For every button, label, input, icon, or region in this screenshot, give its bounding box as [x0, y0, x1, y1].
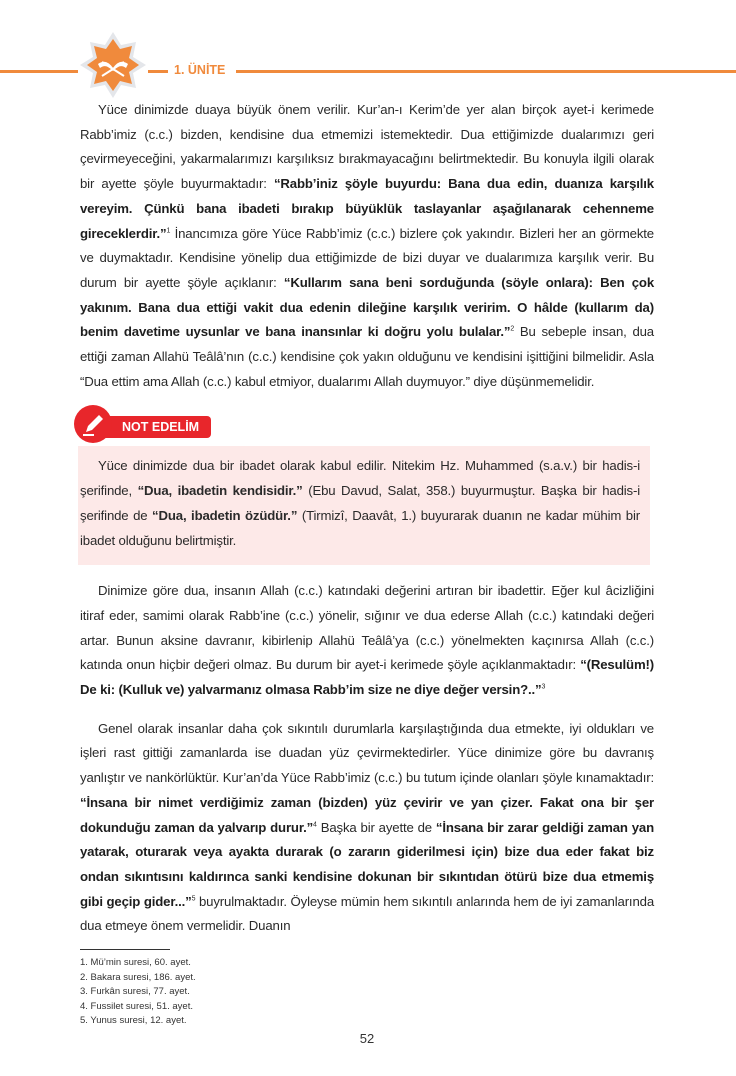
text-run: Dinimize göre dua, insanın Allah (c.c.) katındaki değerini artıran bir ibadettir. Eğer kul âcizliğini itiraf eder, samimi olarak Rabb’ine (c.c.) yönelir, sığınır ve dua ederse Allah (c.c.) katındaki değeri artar. Bunun aksine davranır, kibirlenip Allahü Teâlâ’ya (c.c.) yönelmekten kaçınırsa Allah (c.c.) katında onun hiçbir değeri olmaz. Bu durum bir ayet-i kerimede şöyle açıklanmaktadır:: [80, 583, 654, 673]
text-run: Genel olarak insanlar daha çok sıkıntılı durumlarla karşılaştığında dua etmekte, iyi oldukları ve işleri rast gittiği zamanlarda ise duadan yüz çevirmektedirler. Yüce dinimize göre bu davranış yanlıştır ve nankörlüktür. Kur’an’da Yüce Rabb’imiz (c.c.) bu tutum içinde olanları şöyle kınamaktadır:: [80, 720, 654, 786]
quote-text: “Rabb’iniz şöyle buyurdu: Bana dua edin, duanıza karşılık vereyim. Çünkü bana ibadeti bırakıp büyüklük taslayanlar aşağılanarak cehenneme gireceklerdir.”: [80, 176, 654, 241]
quote-text: “İnsana bir nimet verdiğimiz zaman (bizden) yüz çevirir ve yan çizer. Fakat ona bir şer dokunduğu zaman da yalvarıp durur.”: [80, 794, 654, 835]
note-text: [80, 446, 640, 553]
text-run: Bu sebeple insan, dua ettiği zaman Allahü Teâlâ’nın (c.c.) kendisine çok yakın olduğunu ve kendisini işittiğini bilmelidir. Asla “Dua ettim ama Allah (c.c.) kabul etmiyor, dualarımı Allah duymuyor.” diye düşünmemelidir.: [80, 324, 654, 389]
text-run: buyrulmaktadır. Öyleyse mümin hem sıkıntılı anlarında hem de iyi zamanlarında dua etmeye önem vermelidir. Duanın: [80, 893, 655, 934]
page-number: 52: [359, 1030, 375, 1046]
footnote: 4. Fussilet suresi, 51. ayet.: [80, 1000, 193, 1012]
quote-text: “İnsana bir zarar geldiği zaman yan yatarak, oturarak veya ayakta durarak (o zararın giderilmesi için) bize dua eder fakat biz ondan sıkıntısını kaldırınca sanki kendisine dokunan bir sıkıntıdan ötürü bize dua etmemiş gibi geçip gider...”: [80, 819, 654, 909]
footnote: 2. Bakara suresi, 186. ayet.: [80, 971, 196, 983]
note-title: NOT EDELİM: [96, 416, 211, 438]
note-box: [78, 446, 650, 565]
text-run: Başka bir ayette de: [316, 819, 436, 835]
text-run: Yüce dinimizde dua bir ibadet olarak kabul edilir. Nitekim Hz. Muhammed (s.a.v.) bir hadis-i şerifinde,: [80, 458, 640, 499]
page-content: [80, 98, 654, 1046]
footnote-ref: 2: [510, 325, 515, 333]
text-run: (Ebu Davud, Salat, 358.) buyurmuştur. Başka bir hadis-i şerifinde de: [80, 483, 640, 523]
quote-text: “(Resulüm!) De ki: (Kulluk ve) yalvarmanız olmasa Rabb’im size ne diye değer versin?..”: [80, 657, 654, 698]
header-rule-right: [236, 70, 736, 73]
quote-text: “Dua, ibadetin özüdür.”: [152, 507, 298, 523]
footnote: 1. Mü’min suresi, 60. ayet.: [80, 957, 191, 969]
body-paragraph-2: [80, 579, 654, 703]
quote-text: “Kullarım sana beni sorduğunda (söyle onlara): Ben çok yakınım. Bana dua ettiği vakit dua edenin dileğine karşılık veririm. O hâlde (kullarım da) benim davetime uysunlar ve bana inansınlar ki doğru yolu bulalar.”: [80, 274, 655, 340]
quran-unit-badge-icon: [78, 30, 148, 100]
note-section: [78, 420, 650, 565]
text-run: (Tirmizî, Daavât, 1.) buyurarak duanın ne kadar mühim bir ibadet olduğunu belirtmiştir.: [80, 507, 640, 548]
body-paragraph-1: [80, 98, 654, 394]
text-run: Yüce dinimizde duaya büyük önem verilir. Kur’an-ı Kerim’de yer alan birçok ayet-i kerimede Rabb’imiz (c.c.) bizden, kendisine dua etmemizi istemektedir. Dua ettiğimizde dualarımızı geri çevirmeyeceğini, yakarmalarımızı karşılıksız bırakmayacağını belirtmektedir. Bu konuyla ilgili olarak bir ayette şöyle buyurmaktadır:: [80, 102, 654, 192]
page-header: [0, 0, 736, 98]
footnote-ref: 5: [191, 895, 196, 903]
unit-label: 1. ÜNİTE: [174, 63, 226, 77]
footnote: 5. Yunus suresi, 12. ayet.: [80, 1015, 187, 1027]
header-rule-mid: [148, 70, 168, 73]
body-paragraph-3: [80, 717, 654, 939]
paragraph-gap: [80, 703, 654, 717]
footnote-rule: [80, 949, 170, 950]
header-rule-left: [0, 70, 78, 73]
footnote: 3. Furkân suresi, 77. ayet.: [80, 986, 190, 998]
text-run: İnancımıza göre Yüce Rabb’imiz (c.c.) bizlere çok yakındır. Bizleri her an görmekte ve duymaktadır. Kendisine yönelip dua ettiğimizde de bizi duyar ve dualarımıza karşılık verir. Bu durum bir ayette şöyle açıklanır:: [80, 225, 654, 290]
footnotes: [80, 956, 654, 1029]
footnote-ref: 4: [313, 821, 317, 829]
footnote-ref: 3: [541, 683, 546, 691]
footnote-section: [80, 949, 654, 1029]
pencil-icon: [74, 405, 112, 443]
quote-text: “Dua, ibadetin kendisidir.”: [137, 483, 303, 499]
footnote-ref: 1: [166, 227, 171, 235]
